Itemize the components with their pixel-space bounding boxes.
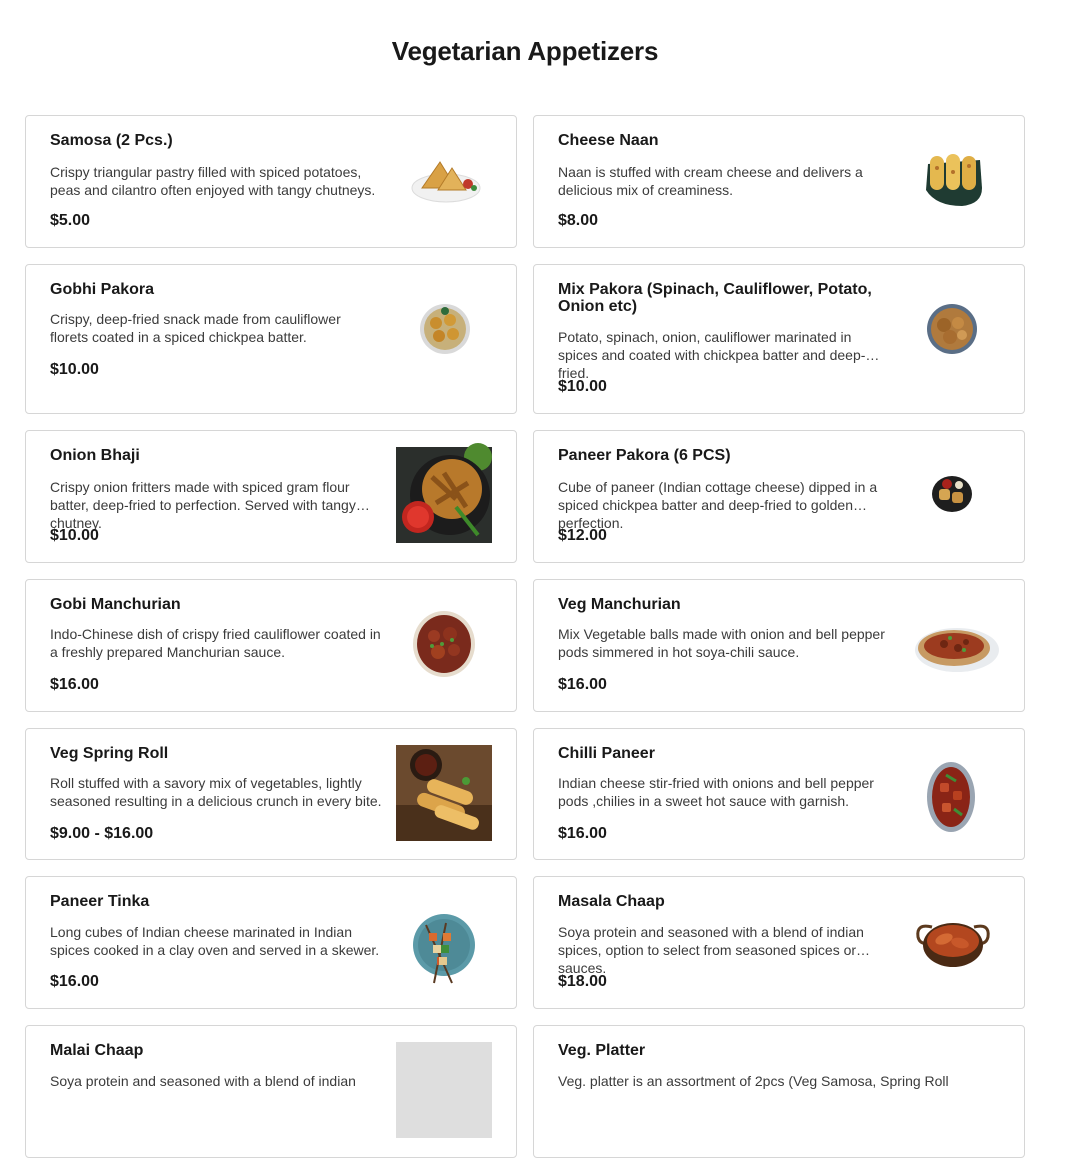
item-name: Veg. Platter bbox=[558, 1042, 646, 1059]
item-price: $16.00 bbox=[558, 825, 607, 842]
item-description: Indo-Chinese dish of crispy fried cauliflower coated in a freshly prepared Manchurian sauce. bbox=[50, 626, 381, 660]
veg-manchurian-photo bbox=[914, 624, 1000, 676]
spring-roll-photo bbox=[396, 745, 492, 841]
item-name: Samosa (2 Pcs.) bbox=[50, 132, 173, 149]
item-description: Cube of paneer (Indian cottage cheese) dipped in a spiced chickpea batter and deep-fried to golden perfection. bbox=[558, 479, 878, 531]
item-price: $16.00 bbox=[558, 676, 607, 693]
gobhi-pakora-photo bbox=[419, 303, 471, 355]
section-title: Vegetarian Appetizers bbox=[391, 36, 659, 66]
item-name: Cheese Naan bbox=[558, 132, 659, 149]
masala-chaap-photo bbox=[914, 915, 992, 969]
menu-item-gobhi-pakora[interactable] bbox=[25, 264, 517, 414]
item-description: Crispy, deep-fried snack made from cauliflower florets coated in a spiced chickpea batter. bbox=[50, 311, 341, 345]
malai-chaap-photo bbox=[396, 1042, 492, 1138]
paneer-pakora-photo bbox=[931, 475, 973, 513]
item-price: $10.00 bbox=[50, 361, 99, 378]
menu-item-masala-chaap[interactable] bbox=[533, 876, 1025, 1009]
item-name: Gobhi Pakora bbox=[50, 281, 155, 298]
menu-item-veg-platter[interactable] bbox=[533, 1025, 1025, 1158]
item-name: Chilli Paneer bbox=[558, 745, 655, 762]
item-name: Paneer Pakora (6 PCS) bbox=[558, 447, 731, 464]
menu-item-veg-spring-roll[interactable] bbox=[25, 728, 517, 860]
menu-item-veg-manchurian[interactable] bbox=[533, 579, 1025, 712]
item-description: Soya protein and seasoned with a blend of indian bbox=[50, 1073, 356, 1089]
item-price: $12.00 bbox=[558, 527, 607, 544]
menu-item-chilli-paneer[interactable] bbox=[533, 728, 1025, 860]
item-description: Mix Vegetable balls made with onion and bell pepper pods simmered in hot soya-chili sauce. bbox=[558, 626, 885, 660]
menu-item-samosa[interactable] bbox=[25, 115, 517, 248]
item-price: $16.00 bbox=[50, 676, 99, 693]
item-price: $10.00 bbox=[558, 378, 607, 395]
menu-item-gobi-manchurian[interactable] bbox=[25, 579, 517, 712]
item-description: Naan is stuffed with cream cheese and delivers a delicious mix of creaminess. bbox=[558, 164, 863, 198]
menu-item-onion-bhaji[interactable] bbox=[25, 430, 517, 563]
item-name: Onion Bhaji bbox=[50, 447, 140, 464]
item-name: Malai Chaap bbox=[50, 1042, 144, 1059]
item-description: Soya protein and seasoned with a blend of indian spices, option to select from seasoned spices or sauces. bbox=[558, 924, 864, 976]
item-name: Paneer Tinka bbox=[50, 893, 150, 910]
menu-item-mix-pakora[interactable] bbox=[533, 264, 1025, 414]
item-name: Gobi Manchurian bbox=[50, 596, 181, 613]
item-name: Mix Pakora (Spinach, Cauliflower, Potato, Onion etc) bbox=[558, 281, 872, 315]
item-description: Crispy onion fritters made with spiced gram flour batter, deep-fried to perfection. Served with tangy chutney. bbox=[50, 479, 356, 531]
onion-bhaji-photo bbox=[396, 447, 492, 543]
item-name: Veg Manchurian bbox=[558, 596, 681, 613]
item-price: $16.00 bbox=[50, 973, 99, 990]
item-description: Long cubes of Indian cheese marinated in Indian spices cooked in a clay oven and served in a skewer. bbox=[50, 924, 380, 958]
menu-item-malai-chaap[interactable] bbox=[25, 1025, 517, 1158]
item-name: Veg Spring Roll bbox=[50, 745, 169, 762]
cheese-naan-photo bbox=[922, 150, 986, 208]
mix-pakora-photo bbox=[926, 303, 978, 355]
item-name: Masala Chaap bbox=[558, 893, 665, 910]
item-description: Potato, spinach, onion, cauliflower marinated in spices and coated with chickpea batter and deep-fried. bbox=[558, 329, 866, 381]
paneer-tikka-photo bbox=[412, 913, 476, 987]
samosa-photo bbox=[410, 154, 482, 206]
menu-item-cheese-naan[interactable] bbox=[533, 115, 1025, 248]
item-description: Veg. platter is an assortment of 2pcs (Veg Samosa, Spring Roll bbox=[558, 1073, 949, 1089]
item-price: $18.00 bbox=[558, 973, 607, 990]
item-price: $9.00 - $16.00 bbox=[50, 825, 154, 842]
item-description: Crispy triangular pastry filled with spiced potatoes, peas and cilantro often enjoyed with tangy chutneys. bbox=[50, 164, 376, 198]
item-description: Indian cheese stir-fried with onions and bell pepper pods ,chilies in a sweet hot sauce with garnish. bbox=[558, 775, 874, 809]
item-description: Roll stuffed with a savory mix of vegetables, lightly seasoned resulting in a delicious crunch in every bite. bbox=[50, 775, 382, 809]
gobi-manchurian-photo bbox=[412, 610, 476, 678]
chilli-paneer-photo bbox=[926, 761, 976, 833]
item-price: $5.00 bbox=[50, 212, 91, 229]
menu-item-paneer-tikka[interactable] bbox=[25, 876, 517, 1009]
menu-item-paneer-pakora[interactable] bbox=[533, 430, 1025, 563]
item-price: $10.00 bbox=[50, 527, 99, 544]
item-price: $8.00 bbox=[558, 212, 599, 229]
